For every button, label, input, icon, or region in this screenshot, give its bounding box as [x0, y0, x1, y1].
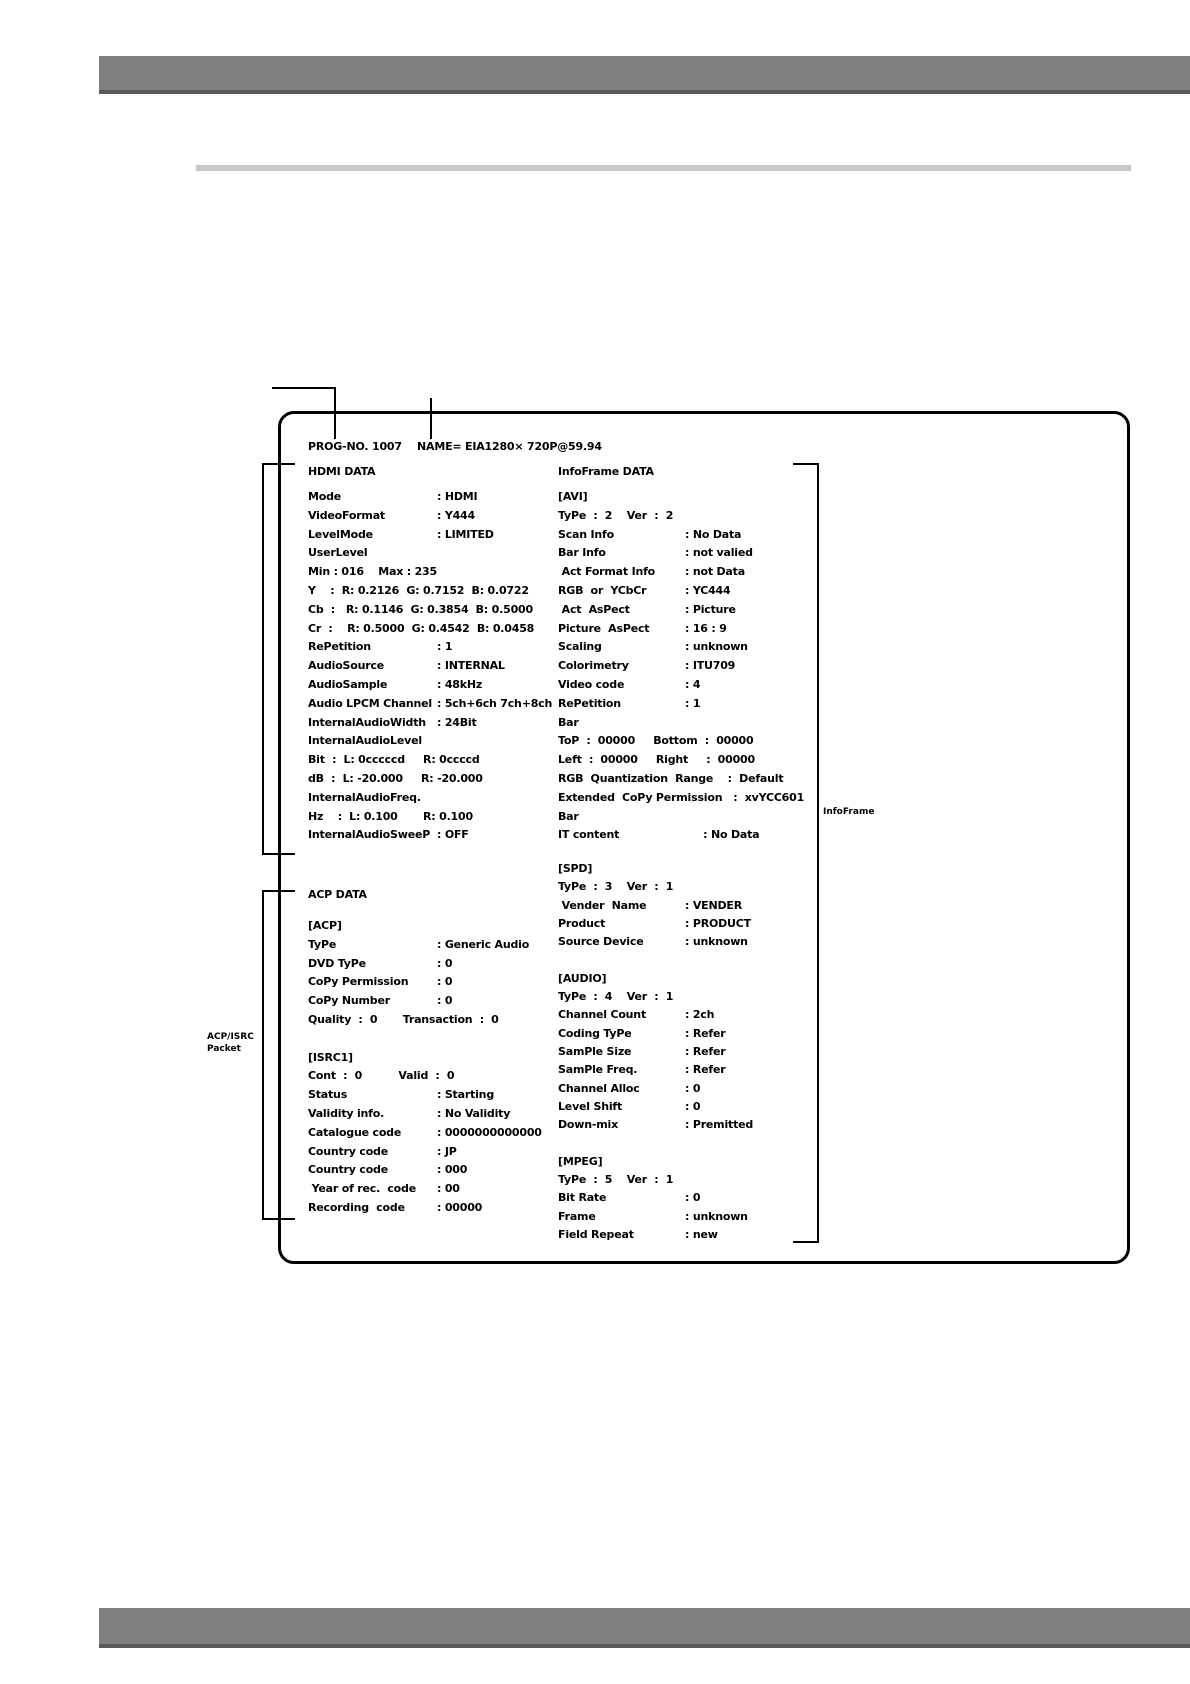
- prog-no: PROG-NO. 1007: [308, 440, 402, 453]
- field-value: : unknown: [685, 640, 748, 654]
- field-label: Quality : 0 Transaction : 0: [308, 1013, 499, 1026]
- field-label: UserLevel: [308, 546, 368, 560]
- field-value: : 4: [685, 678, 701, 691]
- field-label: Product: [558, 916, 606, 930]
- field-label: InternalAudioWidth: [308, 715, 426, 729]
- hdmi-bracket: [262, 463, 295, 855]
- field-value: : Y444: [437, 508, 475, 522]
- field-value: : Generic Audio: [437, 937, 530, 951]
- field-label: Audio LPCM Channel: [308, 696, 432, 710]
- field-label: Country code: [308, 1163, 388, 1177]
- field-label: TyPe: [308, 937, 337, 951]
- field-label: AudioSample: [308, 678, 388, 691]
- section-rule: [196, 165, 1131, 171]
- field-value: : not Data: [685, 565, 745, 579]
- field-label: Vender Name: [558, 898, 647, 912]
- field-label: Down-mix: [558, 1118, 618, 1132]
- field-label: Year of rec. code: [308, 1182, 416, 1196]
- field-label: Video code: [558, 678, 625, 691]
- field-label: Bar: [558, 809, 579, 823]
- field-value: : JP: [437, 1144, 457, 1158]
- field-label: InternalAudioFreq.: [308, 790, 421, 804]
- field-value: : 0: [437, 956, 453, 970]
- field-label: TyPe : 3 Ver : 1: [558, 880, 674, 894]
- field-value: : 1: [437, 640, 453, 654]
- field-value: : Starting: [437, 1088, 494, 1102]
- field-value: : new: [685, 1228, 718, 1241]
- field-value: : not valied: [685, 546, 753, 560]
- field-value: : Refer: [685, 1045, 726, 1058]
- field-label: Scaling: [558, 640, 602, 654]
- field-label: Cb : R: 0.1146 G: 0.3854 B: 0.5000: [308, 602, 533, 616]
- infoframe-data-title: InfoFrame DATA: [558, 465, 654, 478]
- field-label: Source Device: [558, 935, 644, 949]
- acp-isrc-bracket: [262, 890, 295, 1220]
- field-value: : VENDER: [685, 898, 742, 912]
- field-label: Coding TyPe: [558, 1026, 632, 1040]
- field-value: : 000: [437, 1163, 468, 1177]
- header-bar: [99, 56, 1190, 94]
- field-label: TyPe : 5 Ver : 1: [558, 1173, 674, 1187]
- field-value: : No Data: [685, 828, 760, 842]
- field-value: : 0000000000000: [437, 1125, 542, 1139]
- field-label: Bar: [558, 715, 579, 729]
- field-label: [ACP]: [308, 919, 342, 932]
- field-label: ToP : 00000 Bottom : 00000: [558, 734, 754, 748]
- field-label: SamPle Freq.: [558, 1063, 638, 1077]
- field-label: Bar Info: [558, 546, 606, 560]
- field-label: Country code: [308, 1144, 388, 1158]
- field-label: CoPy Number: [308, 994, 390, 1008]
- field-label: RGB Quantization Range : Default: [558, 772, 784, 785]
- field-value: : No Validity: [437, 1107, 511, 1120]
- field-value: : INTERNAL: [437, 659, 505, 673]
- infoframe-bracket: [793, 463, 819, 1243]
- field-value: : 00: [437, 1182, 460, 1196]
- field-value: : 00000: [437, 1201, 483, 1214]
- field-value: : ITU709: [685, 659, 736, 673]
- field-label: IT content: [558, 828, 620, 842]
- field-value: : Premitted: [685, 1118, 754, 1132]
- field-label: Extended CoPy Permission : xvYCC601: [558, 790, 805, 804]
- field-value: : 0: [685, 1191, 701, 1205]
- field-value: : 1: [685, 696, 701, 710]
- field-label: TyPe : 4 Ver : 1: [558, 990, 674, 1004]
- field-value: : No Data: [685, 527, 742, 541]
- field-value: : YC444: [685, 584, 731, 597]
- field-label: SamPle Size: [558, 1045, 632, 1058]
- field-label: Act AsPect: [558, 602, 630, 616]
- field-label: Hz : L: 0.100 R: 0.100: [308, 809, 473, 823]
- field-label: [SPD]: [558, 862, 593, 875]
- field-value: : 16 : 9: [685, 621, 727, 635]
- field-label: DVD TyPe: [308, 956, 366, 970]
- field-label: Channel Count: [558, 1008, 646, 1022]
- field-label: Status: [308, 1088, 348, 1102]
- program-name: NAME= EIA1280× 720P@59.94: [417, 440, 602, 453]
- hdmi-data-title: HDMI DATA: [308, 465, 376, 478]
- field-value: : unknown: [685, 935, 748, 949]
- field-value: : 2ch: [685, 1008, 715, 1022]
- field-label: TyPe : 2 Ver : 2: [558, 508, 674, 522]
- field-label: [AVI]: [558, 490, 588, 503]
- field-label: [AUDIO]: [558, 971, 607, 985]
- field-value: : OFF: [437, 828, 469, 842]
- field-value: : 0: [437, 994, 453, 1008]
- field-label: dB : L: -20.000 R: -20.000: [308, 772, 483, 785]
- field-label: Recording code: [308, 1201, 405, 1214]
- field-label: Frame: [558, 1209, 596, 1223]
- field-label: Y : R: 0.2126 G: 0.7152 B: 0.0722: [308, 584, 529, 597]
- acp-data-title: ACP DATA: [308, 888, 367, 901]
- field-value: : PRODUCT: [685, 916, 751, 930]
- field-label: Mode: [308, 490, 342, 503]
- field-value: : Picture: [685, 602, 736, 616]
- field-label: RGB or YCbCr: [558, 584, 647, 597]
- field-label: Cont : 0 Valid : 0: [308, 1069, 455, 1083]
- field-label: Bit : L: 0cccccd R: 0ccccd: [308, 753, 480, 767]
- acp-isrc-side-label-1: ACP/ISRC: [207, 1032, 254, 1042]
- prog-no-leader-h: [272, 387, 335, 389]
- field-value: : 48kHz: [437, 678, 483, 691]
- field-label: AudioSource: [308, 659, 385, 673]
- field-value: : 0: [685, 1081, 701, 1095]
- field-label: VideoFormat: [308, 508, 385, 522]
- field-label: [ISRC1]: [308, 1050, 353, 1064]
- field-label: Cr : R: 0.5000 G: 0.4542 B: 0.0458: [308, 621, 535, 635]
- field-label: InternalAudioLevel: [308, 734, 422, 748]
- field-value: : 5ch+6ch 7ch+8ch: [437, 696, 553, 710]
- field-value: : Refer: [685, 1063, 726, 1077]
- field-value: : Refer: [685, 1026, 726, 1040]
- field-label: Field Repeat: [558, 1228, 634, 1241]
- field-label: Channel Alloc: [558, 1081, 640, 1095]
- field-label: LevelMode: [308, 527, 373, 541]
- field-label: RePetition: [308, 640, 371, 654]
- field-value: : 24Bit: [437, 715, 477, 729]
- field-value: : 0: [437, 975, 453, 989]
- field-label: Level Shift: [558, 1099, 623, 1113]
- field-label: InternalAudioSweeP: [308, 828, 431, 842]
- field-label: Min : 016 Max : 235: [308, 565, 437, 579]
- field-label: Bit Rate: [558, 1191, 607, 1205]
- field-label: [MPEG]: [558, 1154, 603, 1168]
- field-label: Colorimetry: [558, 659, 629, 673]
- field-label: RePetition: [558, 696, 621, 710]
- footer-bar: [99, 1608, 1190, 1648]
- field-value: : unknown: [685, 1209, 748, 1223]
- field-value: : LIMITED: [437, 527, 494, 541]
- field-label: Left : 00000 Right : 00000: [558, 753, 755, 767]
- acp-isrc-side-label-2: Packet: [207, 1044, 241, 1054]
- field-value: : HDMI: [437, 490, 478, 503]
- field-label: Validity info.: [308, 1107, 385, 1120]
- field-value: : 0: [685, 1099, 701, 1113]
- field-label: CoPy Permission: [308, 975, 409, 989]
- field-label: Act Format Info: [558, 565, 656, 579]
- field-label: Catalogue code: [308, 1125, 402, 1139]
- field-label: Picture AsPect: [558, 621, 650, 635]
- infoframe-side-label: InfoFrame: [823, 807, 875, 817]
- field-label: Scan Info: [558, 527, 614, 541]
